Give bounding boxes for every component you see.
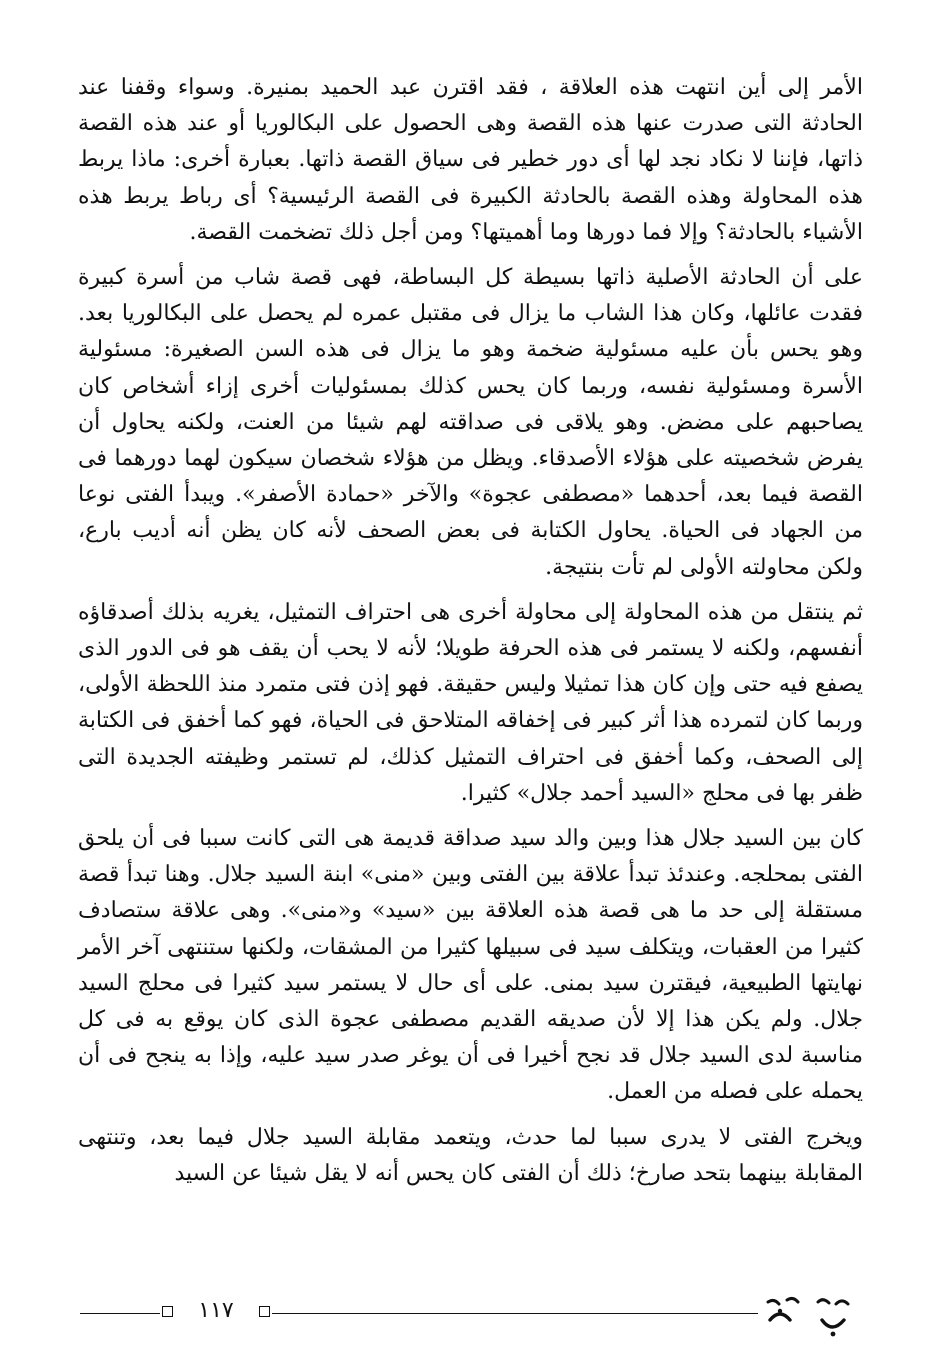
paragraph-3: ثم ينتقل من هذه المحاولة إلى محاولة أخرى هى احتراف التمثيل، يغريه بذلك أصدقاؤه أنفسهم، ولكنه لا يستمر فى هذه الحرفة طويلا؛ لأنه لا يحب أن يقف هو فى الدور الذى يصفع فيه حتى وإن كان هذا تمثيلا وليس حقيقة. فهو إذن فتى متمرد منذ اللحظة الأولى، وربما كان لتمرده هذا أثر كبير فى إخفاقه المتلاحق فى الحياة، فهو كما أخفق فى الكتابة إلى الصحف، وكما أخفق فى احتراف التمثيل كذلك، لم تستمر وظيفته الجديدة التى ظفر بها فى محلج «السيد أحمد جلال» كثيرا. [78, 599, 863, 806]
footer-ornament-icon [762, 1294, 854, 1340]
paragraph-5: ويخرج الفتى لا يدرى سببا لما حدث، ويتعمد مقابلة السيد جلال فيما بعد، وتنتهى المقابلة بينهما بتحد صارخ؛ ذلك أن الفتى كان يحس أنه لا يقل شيئا عن السيد [78, 1124, 863, 1186]
paragraph-1: الأمر إلى أين انتهت هذه العلاقة ، فقد اقترن عبد الحميد بمنيرة. وسواء وقفنا عند الحادثة التى صدرت عنها هذه القصة وهى الحصول على البكالوريا أو عند هذه القصة ذاتها، فإننا لا نكاد نجد لها أى دور خطير فى سياق القصة ذاتها. بعبارة أخرى: ماذا يربط هذه المحاولة وهذه القصة بالحادثة الكبيرة فى القصة الرئيسية؟ أى رباط يربط هذه الأشياء بالحادثة؟ وإلا فما دورها وما أهميتها؟ ومن أجل ذلك تضخمت القصة. [78, 75, 863, 245]
footer-square-right-icon [259, 1306, 270, 1317]
footer-rule-left [80, 1313, 160, 1314]
footer-square-left-icon [162, 1306, 173, 1317]
page-body [78, 70, 863, 1201]
page-number: ١١٧ [198, 1298, 234, 1323]
paragraph-2: على أن الحادثة الأصلية ذاتها بسيطة كل البساطة، فهى قصة شاب من أسرة كبيرة فقدت عائلها، وكان هذا الشاب ما يزال فى مقتبل عمره لم يحصل على البكالوريا بعد. وهو يحس بأن عليه مسئولية ضخمة وهو ما يزال فى هذه السن الصغيرة: مسئولية الأسرة ومسئولية نفسه، وربما كان يحس كذلك بمسئوليات أخرى إزاء أشخاص كان يصاحبهم على مضض. وهو يلاقى فى صداقته لهم شيئا من العنت، ولكنه يحاول أن يفرض شخصيته على هؤلاء الأصدقاء. ويظل من هؤلاء شخصان سيكون لهما دورهما فى القصة فيما بعد، أحدهما «مصطفى عجوة» والآخر «حمادة الأصفر». ويبدأ الفتى نوعا من الجهاد فى الحياة. يحاول الكتابة فى بعض الصحف لأنه كان يظن أنه أديب بارع، ولكن محاولته الأولى لم تأت بنتيجة. [78, 265, 863, 580]
footer-rule-right [272, 1313, 758, 1314]
paragraph-4: كان بين السيد جلال هذا وبين والد سيد صداقة قديمة هى التى كانت سببا فى أن يلحق الفتى بمحلجه. وعندئذ تبدأ علاقة بين الفتى وبين «منى» ابنة السيد جلال. وهنا تبدأ قصة مستقلة إلى حد ما هى قصة هذه العلاقة بين «سيد» و«منى». وهى علاقة ستصادف كثيرا من العقبات، ويتكلف سيد فى سبيلها كثيرا من المشقات، ولكنها ستنتهى آخر الأمر نهايتها الطبيعية، فيقترن سيد بمنى. على أى حال لا يستمر سيد كثيرا فى محلج السيد جلال. ولم يكن هذا إلا لأن صديقه القديم مصطفى عجوة الذى كان يوقع به فى كل مناسبة لدى السيد جلال قد نجح أخيرا فى أن يوغر صدر سيد عليه، وإذا به ينجح فى أن يحمله على فصله من العمل. [78, 826, 863, 1105]
page-footer [0, 1290, 927, 1340]
